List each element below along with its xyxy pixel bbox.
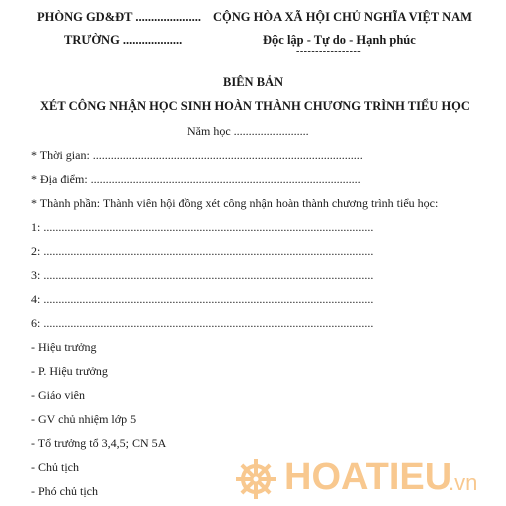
- role-item: - Giáo viên: [31, 388, 85, 402]
- member-line: 3: ..............................................................................................................: [31, 268, 374, 282]
- role-item: - GV chủ nhiệm lớp 5: [31, 412, 137, 426]
- member-line: 4: ..............................................................................................................: [31, 292, 374, 306]
- member-line: 2: ..............................................................................................................: [31, 244, 374, 258]
- role-item: - Phó chủ tịch: [31, 484, 98, 498]
- header-left-agency: PHÒNG GD&ĐT .....................: [37, 10, 202, 24]
- document-subtitle: XÉT CÔNG NHẬN HỌC SINH HOÀN THÀNH CHƯƠNG TRÌNH TIỂU HỌC: [40, 99, 470, 113]
- watermark-brand: HOATIEU: [284, 456, 453, 498]
- time-field: * Thời gian: ..........................................................................................: [31, 148, 363, 162]
- role-item: - Chủ tịch: [31, 460, 79, 474]
- header-right-nation: CỘNG HÒA XÃ HỘI CHỦ NGHĨA VIỆT NAM: [213, 10, 472, 24]
- composition-field: * Thành phần: Thành viên hội đồng xét công nhận hoàn thành chương trình tiểu học:: [31, 196, 439, 210]
- school-year-line: Năm học .........................: [187, 124, 309, 138]
- watermark-logo: [234, 455, 496, 505]
- member-line: 6: ..............................................................................................................: [31, 316, 374, 330]
- document-title: BIÊN BẢN: [223, 75, 284, 89]
- watermark-suffix: .vn: [448, 470, 478, 495]
- role-item: - Tổ trưởng tổ 3,4,5; CN 5A: [31, 436, 167, 450]
- member-line: 1: ..............................................................................................................: [31, 220, 374, 234]
- header-right-divider: -----------------: [296, 46, 362, 57]
- header-left-school: TRƯỜNG ...................: [64, 33, 183, 47]
- role-item: - Hiệu trưởng: [31, 340, 97, 354]
- ship-wheel-icon: [234, 457, 278, 501]
- header-right-motto: Độc lập - Tự do - Hạnh phúc: [263, 33, 416, 47]
- role-item: - P. Hiệu trưởng: [31, 364, 108, 378]
- place-field: * Địa điểm: ..........................................................................................: [31, 172, 361, 186]
